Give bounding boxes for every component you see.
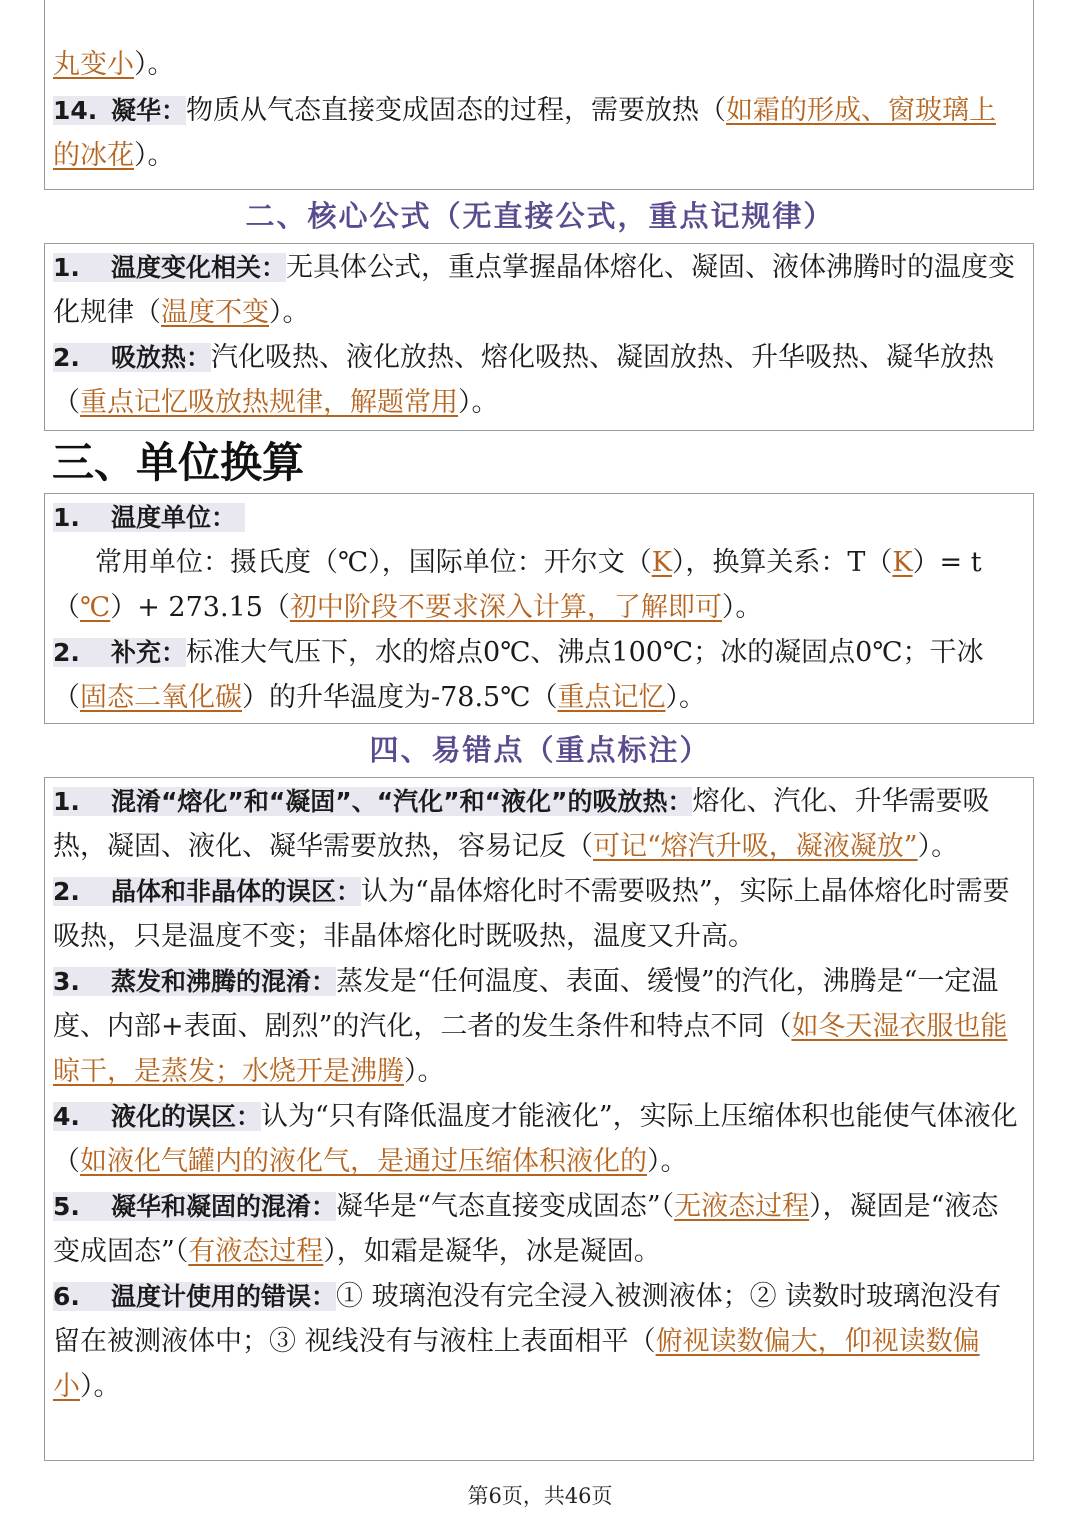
text: ）。	[647, 1146, 688, 1177]
label-text: 吸放热：	[111, 343, 212, 372]
item-number: 2.	[53, 343, 80, 372]
section-2-title: 二、核心公式（无直接公式，重点记规律）	[245, 199, 835, 233]
item-6	[53, 1274, 1025, 1409]
item-label	[53, 877, 361, 906]
example-link: 有液态过程	[188, 1236, 324, 1267]
text: ）。	[134, 140, 175, 171]
label-text: 温度变化相关：	[111, 253, 287, 282]
item-number: 14.	[53, 96, 98, 125]
formula-box	[44, 243, 1034, 431]
item-number: 5.	[53, 1192, 80, 1221]
item-text: 汽化吸热、液化放热、熔化吸热、凝固放热、升华吸热、凝华放热（	[53, 342, 995, 418]
label-text: 晶体和非晶体的误区：	[111, 877, 362, 906]
item-label	[53, 787, 692, 816]
label-text: 凝华和凝固的混淆：	[111, 1192, 337, 1221]
text: ）。	[404, 1056, 445, 1087]
item-label	[53, 96, 186, 125]
text: ），换算关系：T（	[671, 547, 893, 578]
item-2	[53, 630, 1025, 720]
text: ）。	[917, 831, 959, 862]
item-label	[53, 967, 336, 996]
example-link: 可记“熔汽升吸，凝液凝放”	[593, 831, 918, 862]
item-text: 物质从气态直接变成固态的过程，需要放热（	[186, 95, 727, 126]
item-number: 6.	[53, 1282, 80, 1311]
text: ）。	[80, 1371, 121, 1402]
label-text: 补充：	[111, 638, 187, 667]
item-number: 2.	[53, 638, 80, 667]
label-text: 凝华：	[111, 96, 187, 125]
item-label	[53, 253, 286, 282]
example-link: 无液态过程	[674, 1191, 810, 1222]
item-3	[53, 959, 1025, 1094]
page-number: 第6页，共46页	[467, 1484, 613, 1508]
section-3-title: 三、单位换算	[52, 438, 305, 487]
unit-link: K	[651, 547, 672, 578]
text: 常用单位：摄氏度（℃），国际单位：开尔文（	[95, 547, 652, 578]
item-text: 凝华是“气态直接变成固态”（	[336, 1191, 675, 1222]
item-label	[53, 503, 245, 532]
text: ）。	[134, 49, 175, 80]
label-text: 蒸发和沸腾的混淆：	[111, 967, 337, 996]
item-text: 认为“只有降低温度才能液化”，实际上压缩体积也能使气体液化（	[53, 1101, 1018, 1177]
item-number: 3.	[53, 967, 80, 996]
label-text: 混淆“熔化”和“凝固”、“汽化”和“液化”的吸放热：	[111, 787, 693, 816]
example-link: 如液化气罐内的液化气，是通过压缩体积液化的	[80, 1146, 647, 1177]
item-4	[53, 1094, 1025, 1184]
item-5	[53, 1184, 1025, 1274]
item-text: 蒸发是“任何温度、表面、缓慢”的汽化，沸腾是“一定温度、内部+表面、剧烈”的汽化，二者的发生条件和特点不同（	[53, 966, 999, 1042]
item-label	[53, 1102, 261, 1131]
item-2	[53, 869, 1025, 959]
unit-link: ℃	[80, 592, 111, 623]
item-text: 熔化、汽化、升华需要吸热，凝固、液化、凝华需要放热，容易记反（	[53, 786, 990, 862]
text: ），凝固是“液态变成固态”（	[53, 1191, 999, 1267]
item-text: 无具体公式，重点掌握晶体熔化、凝固、液体沸腾时的温度变化规律（	[53, 252, 1016, 328]
item-text: 标准大气压下，水的熔点0℃、沸点100℃；冰的凝固点0℃；干冰（	[53, 637, 984, 713]
item-text: 认为“晶体熔化时不需要吸热”，实际上晶体熔化时需要吸热，只是温度不变；非晶体熔化时既吸热，温度又升高。	[53, 876, 1010, 952]
item-label	[53, 638, 186, 667]
units-box	[44, 493, 1034, 724]
item-2	[53, 335, 1025, 425]
text: ），如霜是凝华，冰是凝固。	[323, 1236, 661, 1267]
example-link: 重点记忆吸放热规律，解题常用	[80, 387, 458, 418]
item-1	[53, 245, 1025, 335]
item-number: 1.	[53, 787, 80, 816]
text: ）。	[269, 297, 310, 328]
conversion-line	[53, 540, 1025, 630]
item-number: 1.	[53, 503, 80, 532]
item-label	[53, 1192, 336, 1221]
item-1	[53, 495, 1025, 540]
item-label	[53, 343, 211, 372]
definitions-box	[44, 0, 1034, 190]
text: ）+ 273.15（	[110, 592, 290, 623]
label-text: 液化的误区：	[111, 1102, 262, 1131]
example-link: 固态二氧化碳	[80, 682, 242, 713]
example-link: 俯视读数偏大，仰视读数偏小	[53, 1326, 980, 1402]
continuation-line	[53, 42, 175, 87]
example-link: 初中阶段不要求深入计算，了解即可	[289, 592, 722, 623]
example-link: 丸变小	[53, 49, 134, 80]
item-number: 2.	[53, 877, 80, 906]
section-4-title: 四、易错点（重点标注）	[369, 733, 711, 767]
label-text: 温度计使用的错误：	[111, 1282, 337, 1311]
text: ）。	[458, 387, 499, 418]
text: ）= t（	[53, 547, 982, 623]
example-link: 如冬天湿衣服也能晾干，是蒸发；水烧开是沸腾	[53, 1011, 1008, 1087]
text: ）。	[721, 592, 763, 623]
item-number: 1.	[53, 253, 80, 282]
unit-link: K	[892, 547, 913, 578]
mistakes-box	[44, 777, 1034, 1461]
example-link: 重点记忆	[557, 682, 666, 713]
item-text: ① 玻璃泡没有完全浸入被测液体；② 读数时玻璃泡没有留在被测液体中；③ 视线没有与液柱上表面相平（	[53, 1281, 1002, 1357]
example-link: 如霜的形成、窗玻璃上的冰花	[53, 95, 997, 171]
item-number: 4.	[53, 1102, 80, 1131]
text: ）。	[665, 682, 706, 713]
item-label	[53, 1282, 336, 1311]
text: ）的升华温度为-78.5℃（	[242, 682, 558, 713]
item-1	[53, 779, 1025, 869]
item-14	[53, 88, 1011, 178]
label-text: 温度单位：	[111, 503, 237, 532]
example-link: 温度不变	[161, 297, 269, 328]
